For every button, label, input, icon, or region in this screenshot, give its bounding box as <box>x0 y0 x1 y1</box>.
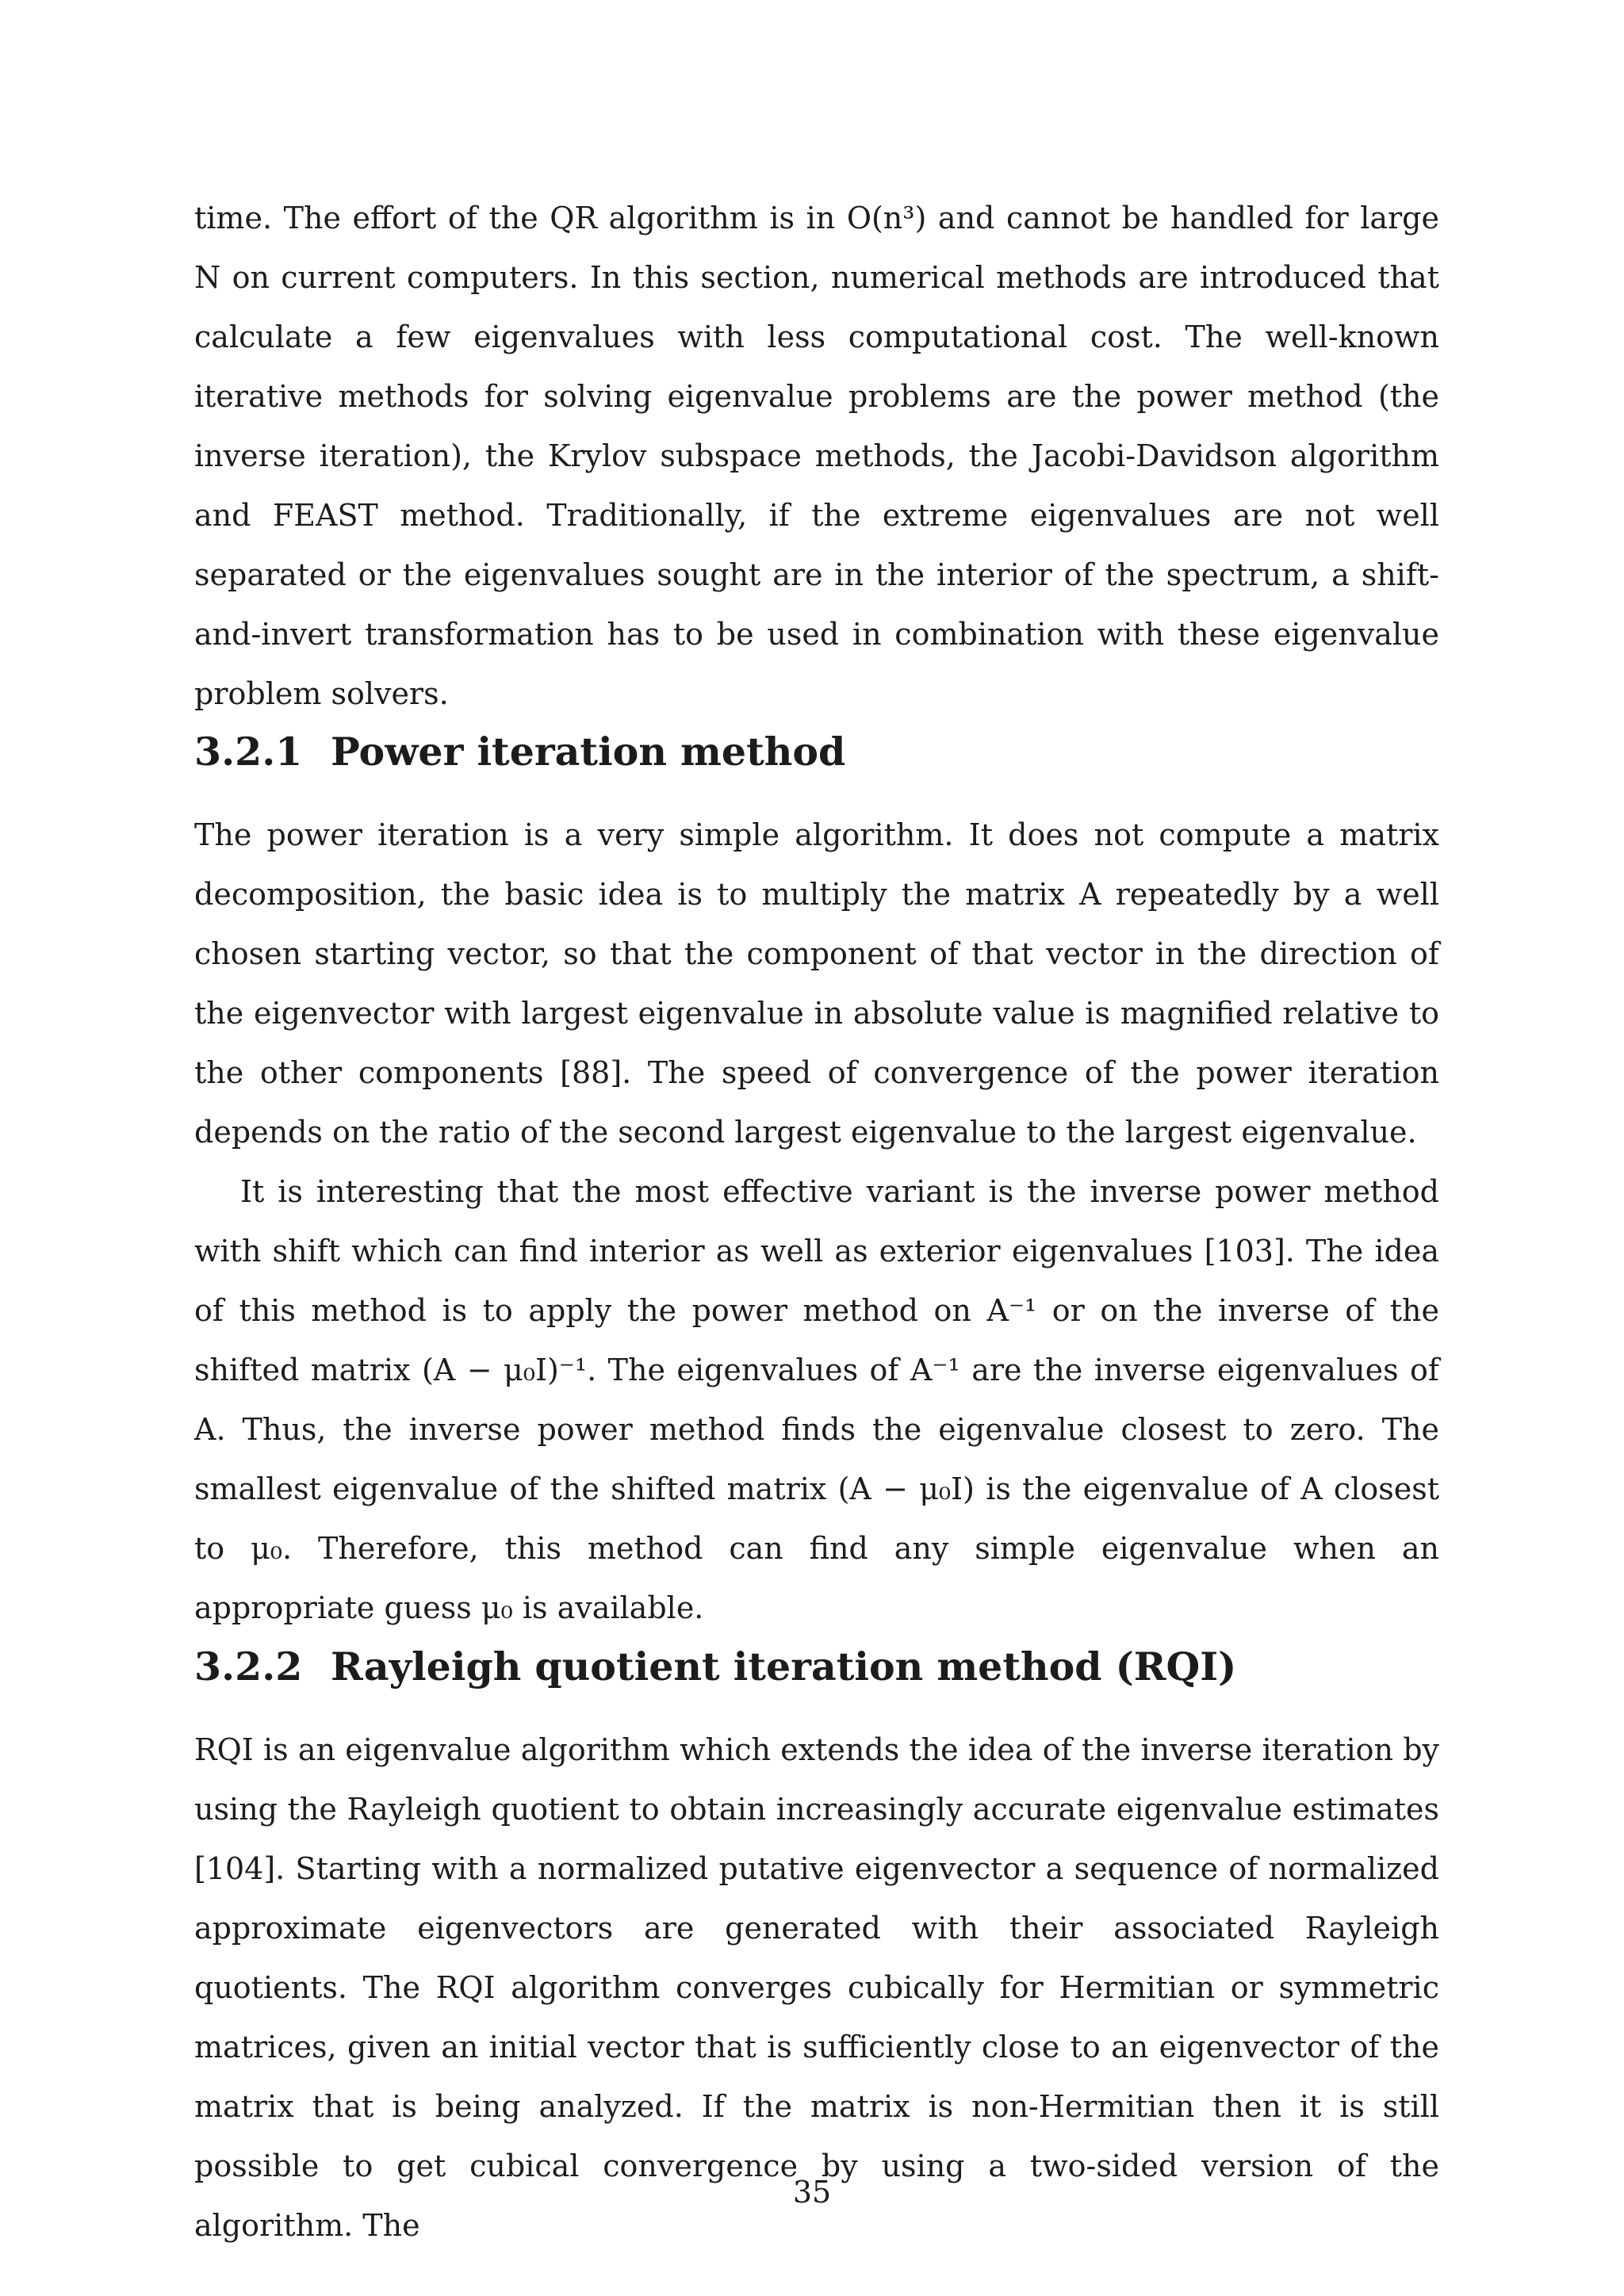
section-heading-rqi <box>194 1643 1439 1690</box>
paragraph-power-2: It is interesting that the most effective variant is the inverse power method with shift which can find interior as well as exterior eigenvalues [103]. The idea of this method is to apply the power method on A⁻¹ or on the inverse of the shifted matrix (A − μ₀I)⁻¹. The eigenvalues of A⁻¹ are the inverse eigenvalues of A. Thus, the inverse power method finds the eigenvalue closest to zero. The smallest eigenvalue of the shifted matrix (A − μ₀I) is the eigenvalue of A closest to μ₀. Therefore, this method can find any simple eigenvalue when an appropriate guess μ₀ is available. <box>194 1174 1439 1625</box>
page-number: 35 <box>792 2175 832 2210</box>
paragraph-power-1: The power iteration is a very simple algorithm. It does not compute a matrix decomposition, the basic idea is to multiply the matrix A repeatedly by a well chosen starting vector, so that the component of that vector in the direction of the eigenvector with largest eigenvalue in absolute value is magnified relative to the other components [88]. The speed of convergence of the power iteration depends on the ratio of the second largest eigenvalue to the largest eigenvalue. <box>194 817 1439 1150</box>
power-iteration-body <box>194 806 1439 1638</box>
section-title: Power iteration method <box>331 729 846 775</box>
section-heading-power-iteration <box>194 728 1439 775</box>
paragraph-intro: time. The effort of the QR algorithm is in O(n³) and cannot be handled for large N on current computers. In this section, numerical methods are introduced that calculate a few eigenvalues with less computational cost. The well-known iterative methods for solving eigenvalue problems are the power method (the inverse iteration), the Krylov subspace methods, the Jacobi-Davidson algorithm and FEAST method. Traditionally, if the extreme eigenvalues are not well separated or the eigenvalues sought are in the interior of the spectrum, a shift-and-invert transformation has to be used in combination with these eigenvalue problem solvers. <box>194 201 1439 711</box>
intro-block <box>194 189 1439 724</box>
section-title: Rayleigh quotient iteration method (RQI) <box>331 1644 1237 1689</box>
paragraph-rqi-1: RQI is an eigenvalue algorithm which extends the idea of the inverse iteration by using the Rayleigh quotient to obtain increasingly accurate eigenvalue estimates [104]. Starting with a normalized putative eigenvector a sequence of normalized approximate eigenvectors are generated with their associated Rayleigh quotients. The RQI algorithm converges cubically for Hermitian or symmetric matrices, given an initial vector that is sufficiently close to an eigenvector of the matrix that is being analyzed. If the matrix is non-Hermitian then it is still possible to get cubical convergence by using a two-sided version of the algorithm. The <box>194 1732 1439 2243</box>
section-number: 3.2.1 <box>194 729 303 775</box>
section-number: 3.2.2 <box>194 1644 303 1689</box>
